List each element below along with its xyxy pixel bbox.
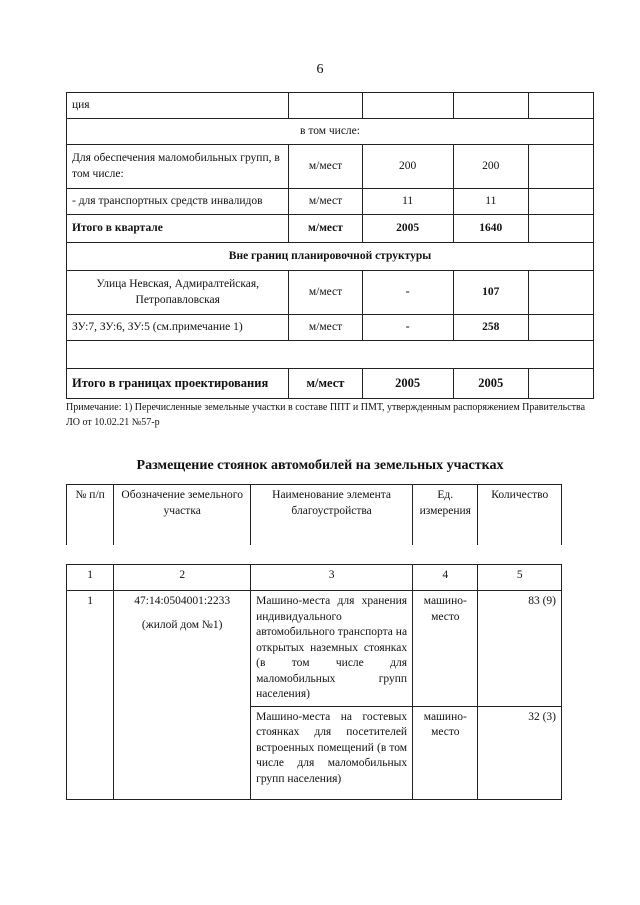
column-number: 4: [413, 565, 478, 591]
table-row: [67, 565, 562, 591]
table-row: [67, 93, 594, 119]
page-number: 6: [316, 62, 324, 77]
table-cell: 11: [362, 189, 453, 215]
table-cell: 2005: [362, 215, 453, 243]
table-cell: 200: [453, 145, 528, 189]
table-row: [67, 145, 594, 189]
table-cell: м/мест: [289, 315, 362, 341]
table-cell: м/мест: [289, 271, 362, 315]
column-number: 3: [251, 565, 413, 591]
item-qty: 32 (3): [478, 706, 562, 799]
table-row: [67, 315, 594, 341]
table-cell: [528, 93, 593, 119]
section-heading: Размещение стоянок автомобилей на земельных участках: [136, 458, 504, 473]
table-cell: 200: [362, 145, 453, 189]
table-row: [67, 341, 594, 369]
table-header-row: [67, 485, 562, 546]
table-cell: [289, 93, 362, 119]
column-number: 2: [114, 565, 251, 591]
table-cell: 2005: [453, 369, 528, 399]
table-cell: [528, 271, 593, 315]
plot-id: 47:14:0504001:2233: [134, 595, 231, 607]
item-name: Машино-места на гостевых стоянках для посетителей встроенных помещений (в том числе для маломобильных групп населения): [251, 706, 413, 799]
table-row: [67, 271, 594, 315]
table-cell: -: [362, 315, 453, 341]
table-row: [67, 243, 594, 271]
table-cell: Итого в квартале: [67, 215, 289, 243]
table-cell: -: [362, 271, 453, 315]
table-row: [67, 189, 594, 215]
column-number: 5: [478, 565, 562, 591]
plot-note: (жилой дом №1): [141, 618, 223, 631]
item-unit: машино-место: [413, 591, 478, 707]
table-cell: Итого в границах проектирования: [67, 369, 289, 399]
table-cell: [528, 315, 593, 341]
table-row: [67, 215, 594, 243]
table-cell: [528, 145, 593, 189]
parking-header-table: [66, 484, 562, 545]
table-cell: м/мест: [289, 189, 362, 215]
item-name: Машино-места для хранения индивидуального автомобильного транспорта на открытых наземных стоянках (в том числе для маломобильных групп населения): [251, 591, 413, 707]
empty-row: [67, 341, 594, 369]
header-cell: Количество: [478, 485, 562, 546]
parking-data-table: [66, 564, 562, 800]
table-cell: 1640: [453, 215, 528, 243]
table-cell: Для обеспечения маломобильных групп, в том числе:: [67, 145, 289, 189]
header-cell: Обозначение земельного участка: [114, 485, 251, 546]
table-cell: [362, 93, 453, 119]
table-cell: [528, 189, 593, 215]
table-cell: 11: [453, 189, 528, 215]
section-label: Вне границ планировочной структуры: [67, 243, 594, 271]
table-cell: ЗУ:7, ЗУ:6, ЗУ:5 (см.примечание 1): [67, 315, 289, 341]
header-cell: № п/п: [67, 485, 114, 546]
table-cell: 107: [453, 271, 528, 315]
item-qty: 83 (9): [478, 591, 562, 707]
column-number: 1: [67, 565, 114, 591]
table-cell: [453, 93, 528, 119]
table-cell: м/мест: [289, 369, 362, 399]
table-row: [67, 591, 562, 707]
section-label: в том числе:: [67, 119, 594, 145]
table-cell: [528, 215, 593, 243]
table-cell: 258: [453, 315, 528, 341]
header-cell: Ед. измерения: [413, 485, 478, 546]
table-row: [67, 369, 594, 399]
header-cell: Наименование элемента благоустройства: [251, 485, 413, 546]
footnote: Примечание: 1) Перечисленные земельные участки в составе ППТ и ПМТ, утвержденным распоряжением Правительства ЛО от 10.02.21 №57-р: [66, 402, 586, 428]
table-cell: м/мест: [289, 145, 362, 189]
table-cell: ция: [67, 93, 289, 119]
plot-cell: [114, 591, 251, 800]
table-cell: Улица Невская, Адмиралтейская, Петропавловская: [67, 271, 289, 315]
row-number: 1: [67, 591, 114, 800]
item-unit: машино-место: [413, 706, 478, 799]
table-row: [67, 119, 594, 145]
parking-summary-table: [66, 92, 594, 399]
table-cell: - для транспортных средств инвалидов: [67, 189, 289, 215]
table-cell: м/мест: [289, 215, 362, 243]
table-cell: [528, 369, 593, 399]
table-cell: 2005: [362, 369, 453, 399]
